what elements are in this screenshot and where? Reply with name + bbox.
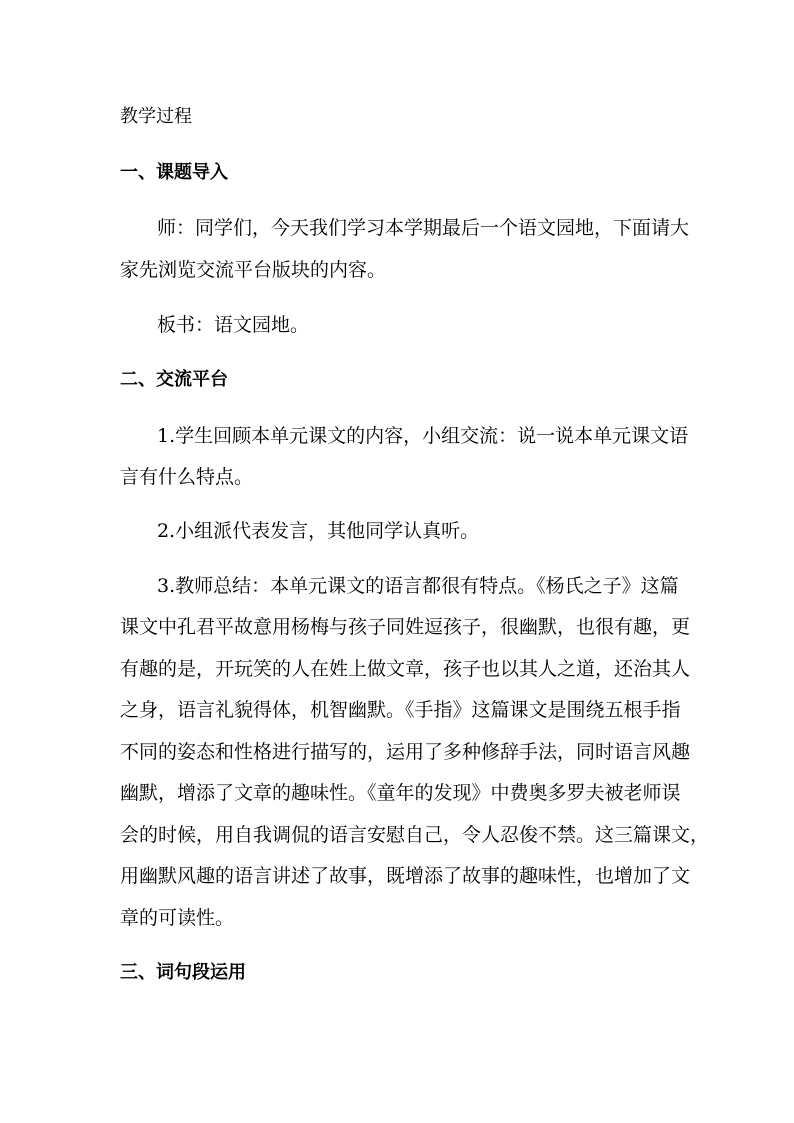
paragraph-line: 用幽默风趣的语言讲述了故事，既增添了故事的趣味性，也增加了文 [120,865,691,887]
paragraph-line: 不同的姿态和性格进行描写的，运用了多种修辞手法，同时语言风趣 [120,741,691,763]
paragraph-line: 1.学生回顾本单元课文的内容，小组交流：说一说本单元课文语 [157,425,689,447]
paragraph-line: 师：同学们，今天我们学习本学期最后一个语文园地，下面请大 [157,217,690,239]
paragraph-line: 章的可读性。 [120,907,235,929]
doc-title: 教学过程 [120,106,192,127]
section-heading-exchange: 二、交流平台 [120,369,228,390]
paragraph-line: 会的时候，用自我调侃的语言安慰自己，令人忍俊不禁。这三篇课文， [120,824,710,846]
section-heading-usage: 三、词句段运用 [120,962,246,983]
paragraph-line: 之身，语言礼貌得体，机智幽默。《手指》这篇课文是围绕五根手指 [120,699,681,721]
paragraph-line: 言有什么特点。 [120,466,254,488]
paragraph-line: 有趣的是，开玩笑的人在姓上做文章，孩子也以其人之道，还治其人 [120,658,691,680]
paragraph-line: 2.小组派代表发言，其他同学认真听。 [157,520,480,542]
section-heading-intro: 一、课题导入 [120,162,228,183]
paragraph-line: 3.教师总结：本单元课文的语言都很有特点。《杨氏之子》这篇 [157,575,679,597]
paragraph-line: 幽默，增添了文章的趣味性。《童年的发现》中费奥多罗夫被老师误 [120,782,681,804]
paragraph-line: 板书：语文园地。 [157,314,310,336]
paragraph-line: 家先浏览交流平台版块的内容。 [120,259,387,281]
paragraph-line: 课文中孔君平故意用杨梅与孩子同姓逗孩子，很幽默，也很有趣，更 [120,616,691,638]
